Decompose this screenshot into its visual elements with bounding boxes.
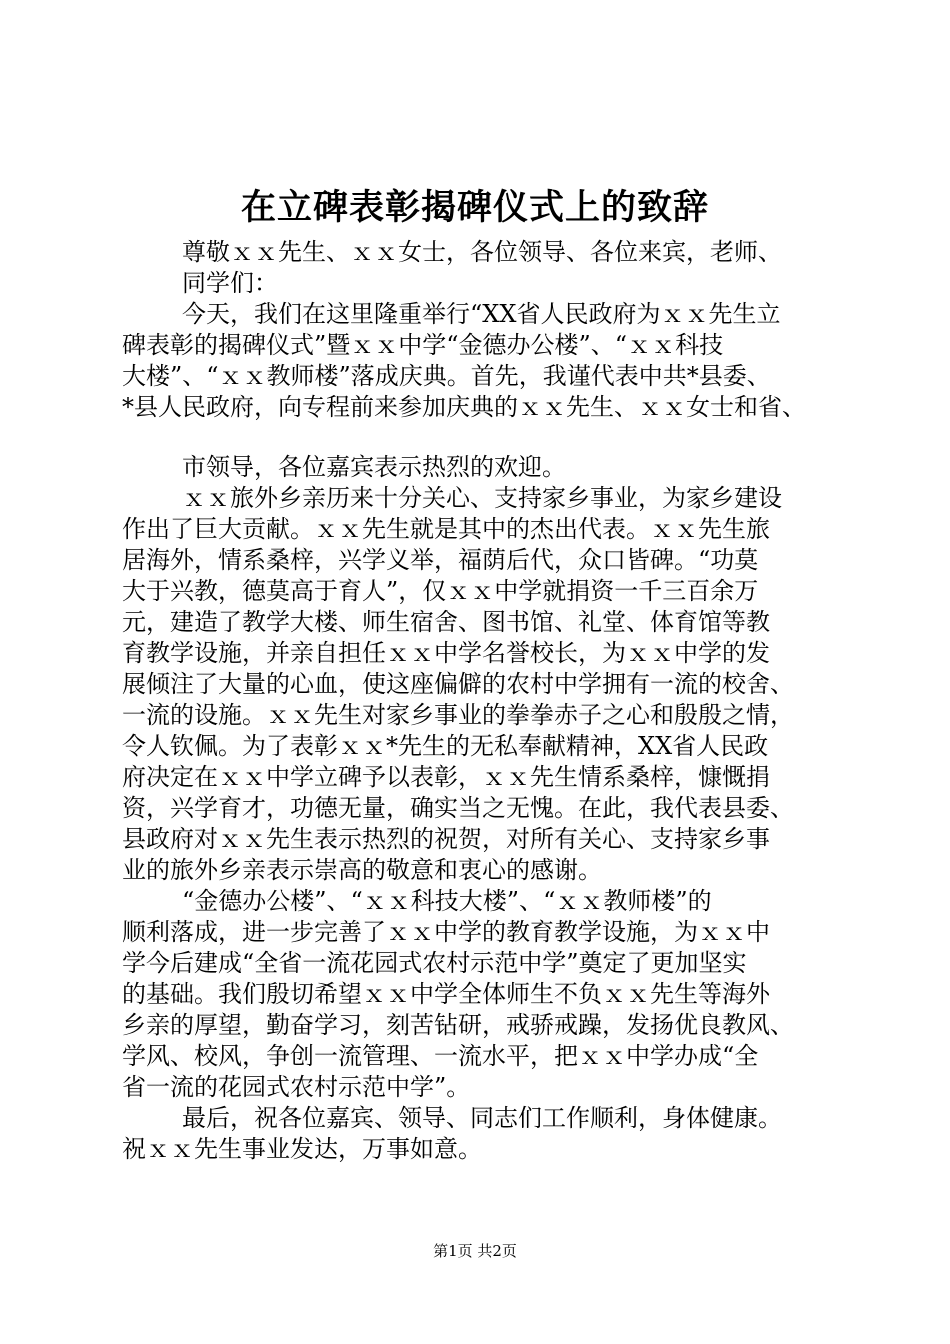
salutation-line-2: 同学们：: [182, 269, 278, 297]
paragraph-line: 大于兴教，德莫高于育人”，仅ｘｘ中学就捐资一千三百余万: [122, 577, 759, 605]
paragraph-line: 县政府对ｘｘ先生表示热烈的祝贺，对所有关心、支持家乡事: [122, 825, 770, 853]
paragraph-line: 最后，祝各位嘉宾、领导、同志们工作顺利，身体健康。: [182, 1104, 782, 1132]
paragraph-line: ｘｘ旅外乡亲历来十分关心、支持家乡事业，为家乡建设: [182, 484, 782, 512]
paragraph-line: 碑表彰的揭碑仪式”暨ｘｘ中学“金德办公楼”、“ｘｘ科技: [122, 331, 724, 359]
paragraph-line: 省一流的花园式农村示范中学”。: [122, 1073, 471, 1101]
paragraph-line: 乡亲的厚望，勤奋学习，刻苦钻研，戒骄戒躁，发扬优良教风、: [122, 1011, 794, 1039]
paragraph-line: 资，兴学育才，功德无量，确实当之无愧。在此，我代表县委、: [122, 794, 794, 822]
paragraph-line: *县人民政府，向专程前来参加庆典的ｘｘ先生、ｘｘ女士和省、: [122, 393, 806, 421]
salutation-line-1: 尊敬ｘｘ先生、ｘｘ女士，各位领导、各位来宾，老师、: [182, 238, 782, 266]
paragraph-line: 业的旅外乡亲表示崇高的敬意和衷心的感谢。: [122, 856, 602, 884]
paragraph-line: 学风、校风，争创一流管理、一流水平，把ｘｘ中学办成“全: [122, 1042, 759, 1070]
paragraph-line: “金德办公楼”、“ｘｘ科技大楼”、“ｘｘ教师楼”的: [182, 887, 712, 915]
paragraph-line: 市领导，各位嘉宾表示热烈的欢迎。: [182, 453, 566, 481]
paragraph-line: 府决定在ｘｘ中学立碑予以表彰，ｘｘ先生情系桑梓，慷慨捐: [122, 763, 770, 791]
paragraph-line: 居海外，情系桑梓，兴学义举，福荫后代，众口皆碑。“功莫: [122, 546, 759, 574]
paragraph-line: 学今后建成“全省一流花园式农村示范中学”奠定了更加坚实: [122, 949, 747, 977]
paragraph-line: 一流的设施。ｘｘ先生对家乡事业的拳拳赤子之心和殷殷之情，: [122, 701, 794, 729]
paragraph-line: 育教学设施，并亲自担任ｘｘ中学名誉校长，为ｘｘ中学的发: [122, 639, 770, 667]
paragraph-line: 展倾注了大量的心血，使这座偏僻的农村中学拥有一流的校舍、: [122, 670, 794, 698]
paragraph-line: 今天，我们在这里隆重举行“XX省人民政府为ｘｘ先生立: [182, 300, 781, 328]
paragraph-line: 的基础。我们殷切希望ｘｘ中学全体师生不负ｘｘ先生等海外: [122, 980, 770, 1008]
paragraph-line: 令人钦佩。为了表彰ｘｘ*先生的无私奉献精神，XX省人民政: [122, 732, 769, 760]
paragraph-line: 元，建造了教学大楼、师生宿舍、图书馆、礼堂、体育馆等教: [122, 608, 770, 636]
document-title: 在立碑表彰揭碑仪式上的致辞: [240, 187, 709, 228]
page-footer: 第1页 共2页: [433, 1242, 517, 1260]
paragraph-line: 顺利落成，进一步完善了ｘｘ中学的教育教学设施，为ｘｘ中: [122, 918, 770, 946]
paragraph-line: 大楼”、“ｘｘ教师楼”落成庆典。首先，我谨代表中共*县委、: [122, 362, 771, 390]
paragraph-line: 作出了巨大贡献。ｘｘ先生就是其中的杰出代表。ｘｘ先生旅: [122, 515, 770, 543]
paragraph-line: 祝ｘｘ先生事业发达，万事如意。: [122, 1135, 482, 1163]
